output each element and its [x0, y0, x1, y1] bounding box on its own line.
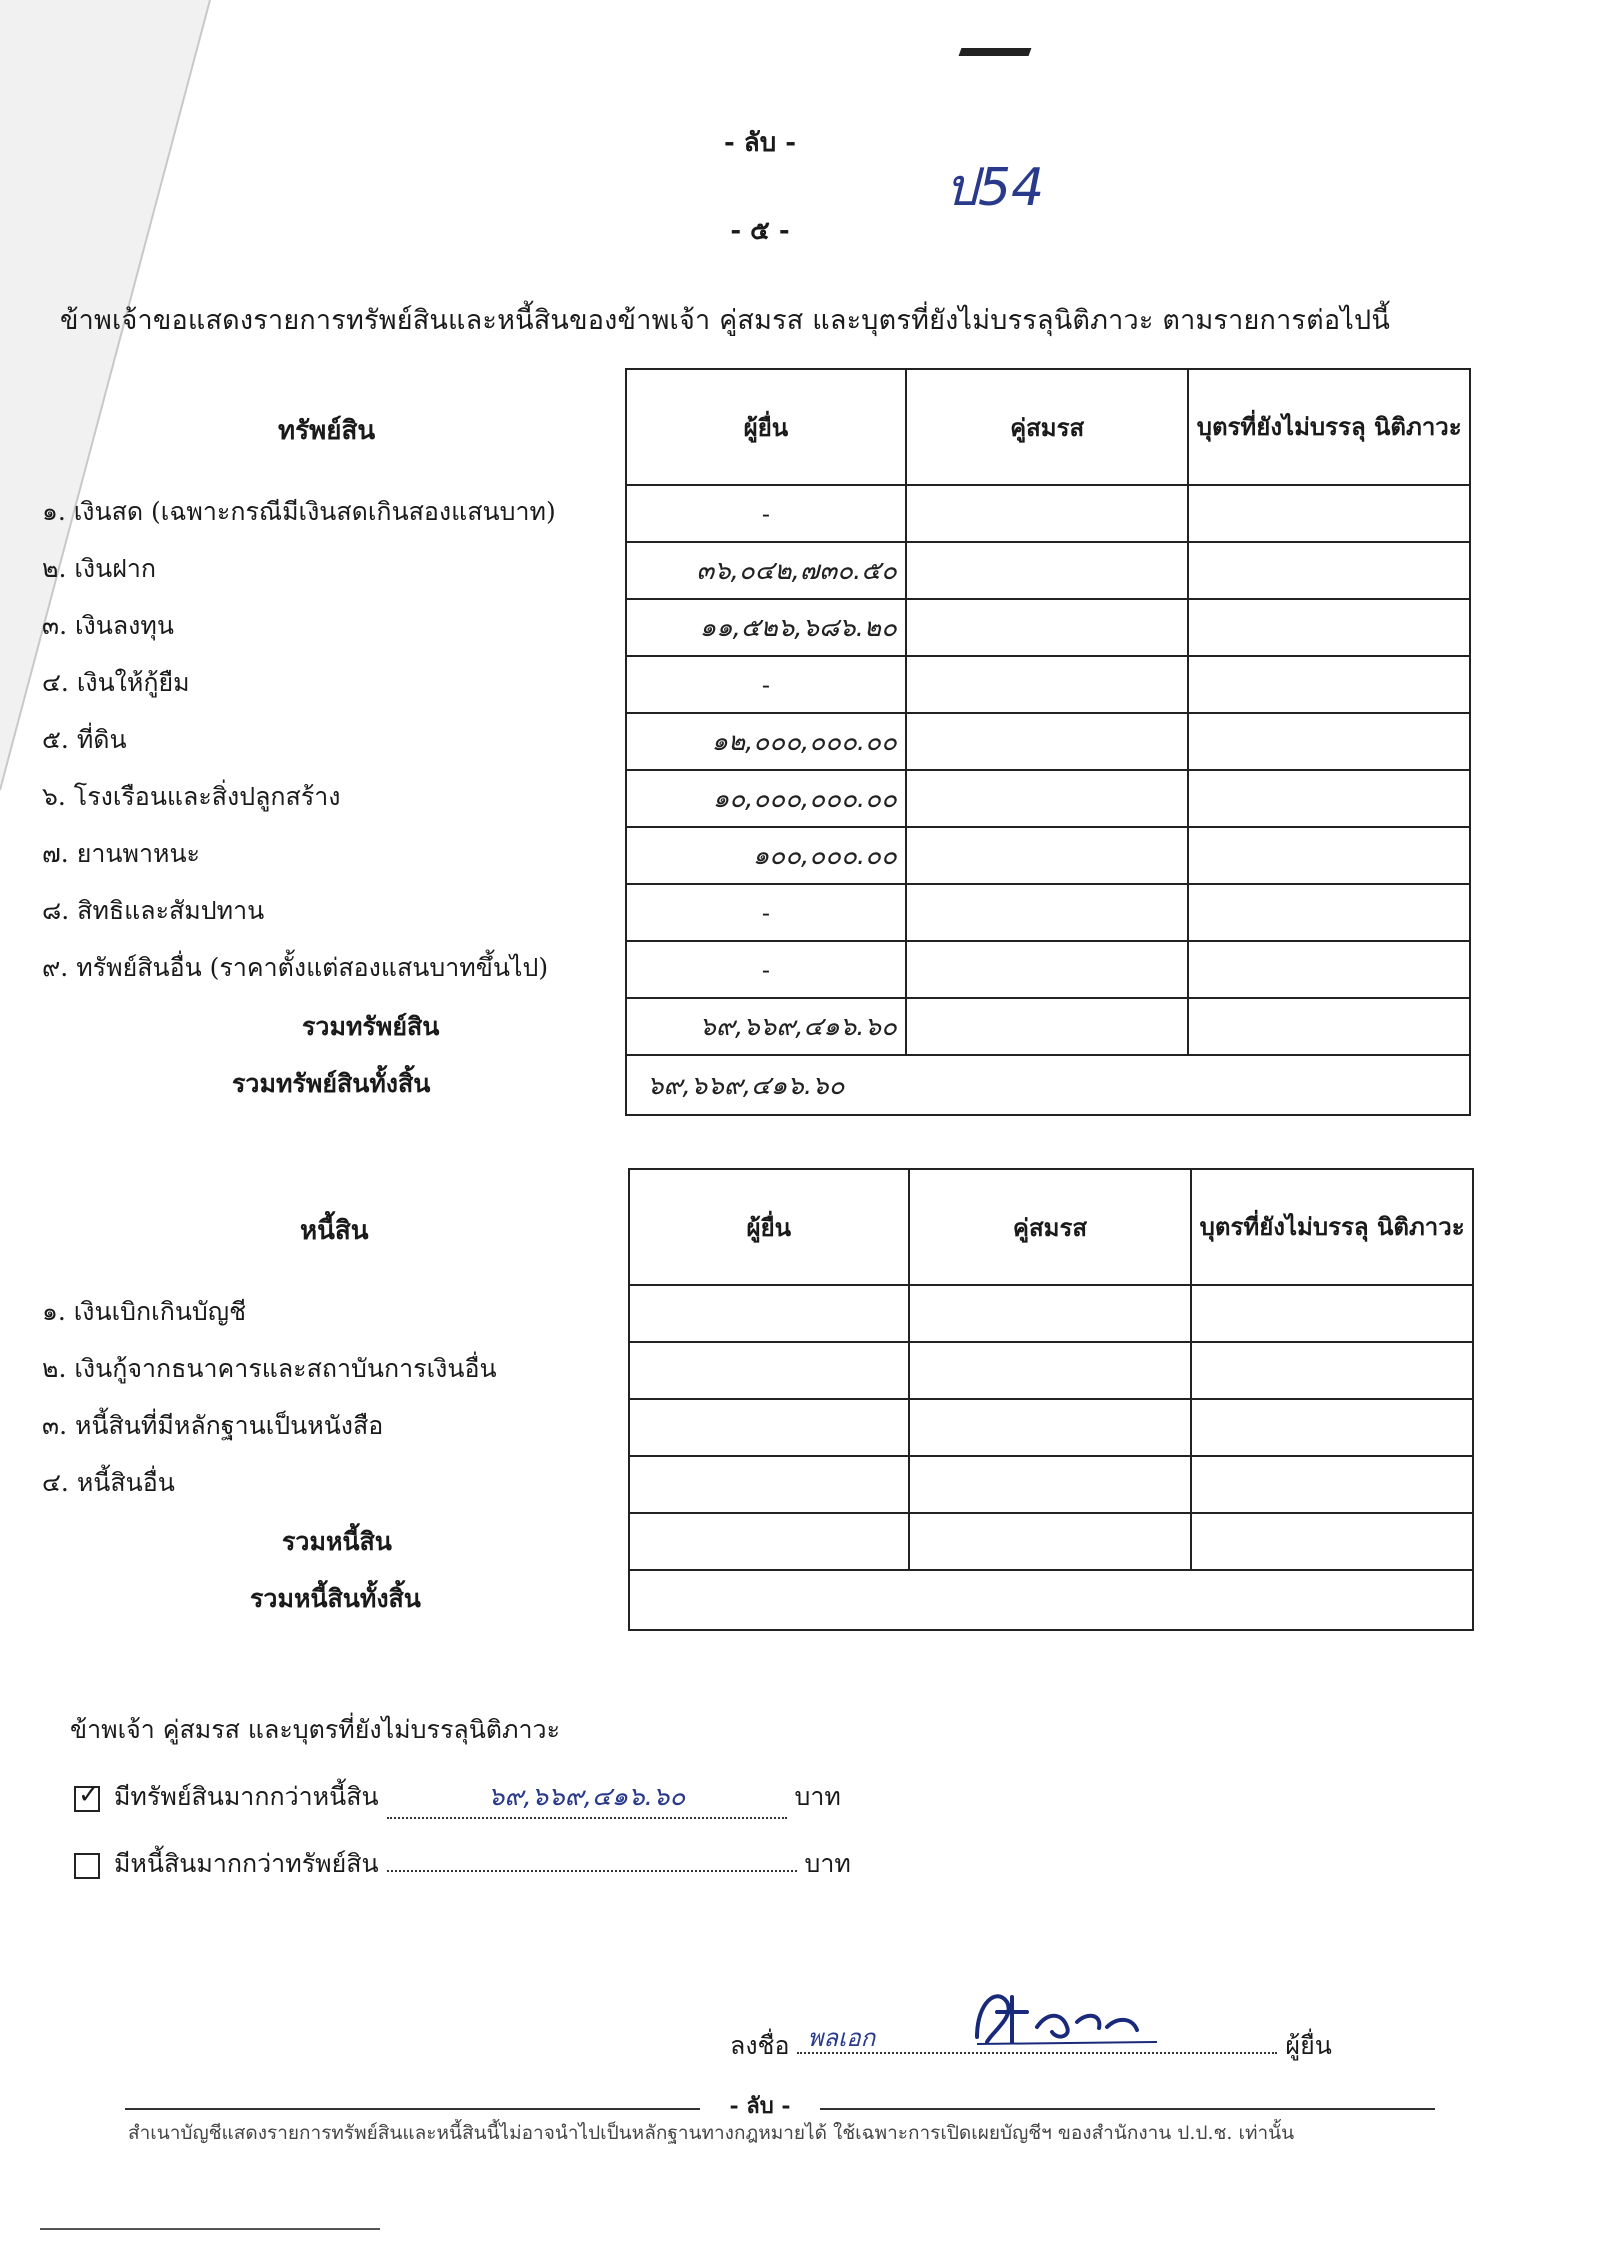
liability-cell	[1191, 1456, 1473, 1513]
asset-grand-total: ๖๙,๖๖๙,๔๑๖.๖๐	[626, 1055, 1470, 1115]
asset-cell-spouse	[906, 485, 1189, 542]
asset-cell-children	[1188, 485, 1470, 542]
liabilities-table	[628, 1168, 1474, 1631]
liability-cell	[1191, 1285, 1473, 1342]
asset-cell-children	[1188, 941, 1470, 998]
asset-cell-filer: ๑๑,๕๒๖,๖๘๖.๒๐	[626, 599, 906, 656]
asset-row-label: ๕. ที่ดิน	[42, 725, 127, 754]
asset-cell-spouse	[906, 827, 1189, 884]
asset-total-label: รวมทรัพย์สิน	[302, 1012, 440, 1041]
option1-label: มีทรัพย์สินมากกว่าหนี้สิน	[113, 1782, 379, 1811]
liability-cell	[909, 1285, 1192, 1342]
asset-cell-filer: -	[626, 941, 906, 998]
liability-total-cell	[629, 1513, 909, 1570]
liability-total-cell	[909, 1513, 1192, 1570]
asset-row-label: ๒. เงินฝาก	[42, 554, 157, 583]
option2-unit: บาท	[804, 1849, 851, 1878]
liability-row-label: ๒. เงินกู้จากธนาคารและสถาบันการเงินอื่น	[42, 1354, 497, 1383]
liability-cell	[629, 1399, 909, 1456]
asset-cell-spouse	[906, 941, 1189, 998]
assets-table	[625, 368, 1471, 1116]
liability-cell	[629, 1285, 909, 1342]
col-children: บุตรที่ยังไม่บรรลุ นิติภาวะ	[1188, 369, 1470, 485]
asset-cell-spouse	[906, 542, 1189, 599]
liability-row-label: ๓. หนี้สินที่มีหลักฐานเป็นหนังสือ	[42, 1411, 384, 1440]
asset-row-label: ๖. โรงเรือนและสิ่งปลูกสร้าง	[42, 782, 341, 811]
col-spouse: คู่สมรส	[909, 1169, 1192, 1285]
secret-footer: - ลับ -	[700, 2088, 820, 2123]
liability-cell	[1191, 1399, 1473, 1456]
col-children: บุตรที่ยังไม่บรรลุ นิติภาวะ	[1191, 1169, 1473, 1285]
asset-cell-filer: ๑๐๐,๐๐๐.๐๐	[626, 827, 906, 884]
asset-cell-filer: -	[626, 485, 906, 542]
liability-cell	[909, 1456, 1192, 1513]
footer-disclaimer: สำเนาบัญชีแสดงรายการทรัพย์สินและหนี้สินนี้ไม่อาจนำไปเป็นหลักฐานทางกฎหมายได้ ใช้เฉพาะการเปิดเผยบัญชีฯ ของสำนักงาน ป.ป.ช. เท่านั้น	[128, 2122, 1295, 2144]
liability-total-label: รวมหนี้สิน	[282, 1527, 392, 1556]
page-number: - ๕ -	[730, 216, 790, 246]
summary-option-liabilities	[74, 1842, 851, 1884]
option1-unit: บาท	[794, 1782, 841, 1811]
summary-option-assets	[74, 1776, 841, 1819]
secret-header: - ลับ -	[723, 128, 797, 158]
asset-row-label: ๙. ทรัพย์สินอื่น (ราคาตั้งแต่สองแสนบาทขึ้นไป)	[42, 953, 549, 982]
liability-cell	[629, 1456, 909, 1513]
liability-cell	[629, 1342, 909, 1399]
liability-total-cell	[1191, 1513, 1473, 1570]
liability-row-label: ๔. หนี้สินอื่น	[42, 1468, 175, 1497]
liability-cell	[1191, 1342, 1473, 1399]
asset-cell-spouse	[906, 599, 1189, 656]
liability-grand-total	[629, 1570, 1473, 1630]
asset-row-label: ๘. สิทธิและสัมปทาน	[42, 896, 265, 925]
liability-cell	[909, 1342, 1192, 1399]
summary-heading: ข้าพเจ้า คู่สมรส และบุตรที่ยังไม่บรรลุนิติภาวะ	[70, 1715, 561, 1744]
asset-cell-filer: ๑๒,๐๐๐,๐๐๐.๐๐	[626, 713, 906, 770]
signature-line	[730, 2022, 1332, 2066]
asset-cell-filer: ๑๐,๐๐๐,๐๐๐.๐๐	[626, 770, 906, 827]
asset-row-label: ๓. เงินลงทุน	[42, 611, 174, 640]
option1-value: ๖๙,๖๖๙,๔๑๖.๖๐	[487, 1782, 686, 1812]
liability-cell	[909, 1399, 1192, 1456]
signature-field[interactable]	[797, 2022, 1277, 2054]
asset-row-label: ๑. เงินสด (เฉพาะกรณีมีเงินสดเกินสองแสนบาท)	[42, 497, 556, 526]
asset-cell-children	[1188, 542, 1470, 599]
asset-cell-filer: -	[626, 884, 906, 941]
asset-cell-spouse	[906, 770, 1189, 827]
signer-role: ผู้ยื่น	[1285, 2031, 1332, 2060]
liability-grand-total-label: รวมหนี้สินทั้งสิ้น	[250, 1584, 421, 1613]
handwritten-signature	[967, 1982, 1167, 2052]
asset-cell-spouse	[906, 656, 1189, 713]
asset-cell-spouse	[906, 713, 1189, 770]
asset-total-children	[1188, 998, 1470, 1055]
assets-greater-checkbox[interactable]	[74, 1779, 100, 1812]
liabilities-section-title: หนี้สิน	[300, 1216, 369, 1246]
handwritten-note: ป54	[945, 158, 1045, 218]
col-filer: ผู้ยื่น	[629, 1169, 909, 1285]
option1-value-field[interactable]	[387, 1776, 787, 1819]
asset-row-label: ๔. เงินให้กู้ยืม	[42, 668, 190, 697]
asset-cell-children	[1188, 713, 1470, 770]
asset-cell-spouse	[906, 884, 1189, 941]
top-scan-mark	[959, 48, 1032, 56]
asset-row-label: ๗. ยานพาหนะ	[42, 839, 200, 868]
asset-grand-total-label: รวมทรัพย์สินทั้งสิ้น	[232, 1069, 431, 1098]
asset-cell-children	[1188, 599, 1470, 656]
asset-cell-children	[1188, 827, 1470, 884]
option2-label: มีหนี้สินมากกว่าทรัพย์สิน	[113, 1849, 379, 1878]
col-filer: ผู้ยื่น	[626, 369, 906, 485]
checkmark-icon: ✓	[78, 1779, 100, 1810]
assets-section-title: ทรัพย์สิน	[278, 416, 376, 446]
asset-cell-children	[1188, 656, 1470, 713]
asset-cell-filer: ๓๖,๐๔๒,๗๓๐.๕๐	[626, 542, 906, 599]
asset-total-filer: ๖๙,๖๖๙,๔๑๖.๖๐	[626, 998, 906, 1055]
asset-cell-children	[1188, 770, 1470, 827]
option2-value-field[interactable]	[387, 1842, 797, 1872]
asset-cell-filer: -	[626, 656, 906, 713]
col-spouse: คู่สมรส	[906, 369, 1189, 485]
liability-row-label: ๑. เงินเบิกเกินบัญชี	[42, 1297, 247, 1326]
asset-cell-children	[1188, 884, 1470, 941]
bottom-scan-line	[40, 2228, 380, 2230]
sign-label: ลงชื่อ	[730, 2031, 790, 2060]
intro-text: ข้าพเจ้าขอแสดงรายการทรัพย์สินและหนี้สินของข้าพเจ้า คู่สมรส และบุตรที่ยังไม่บรรลุนิติภาวะ ตามรายการต่อไปนี้	[60, 305, 1391, 336]
asset-total-spouse	[906, 998, 1189, 1055]
liabilities-greater-checkbox[interactable]	[74, 1853, 100, 1879]
signer-rank: พลเอก	[807, 2024, 876, 2052]
